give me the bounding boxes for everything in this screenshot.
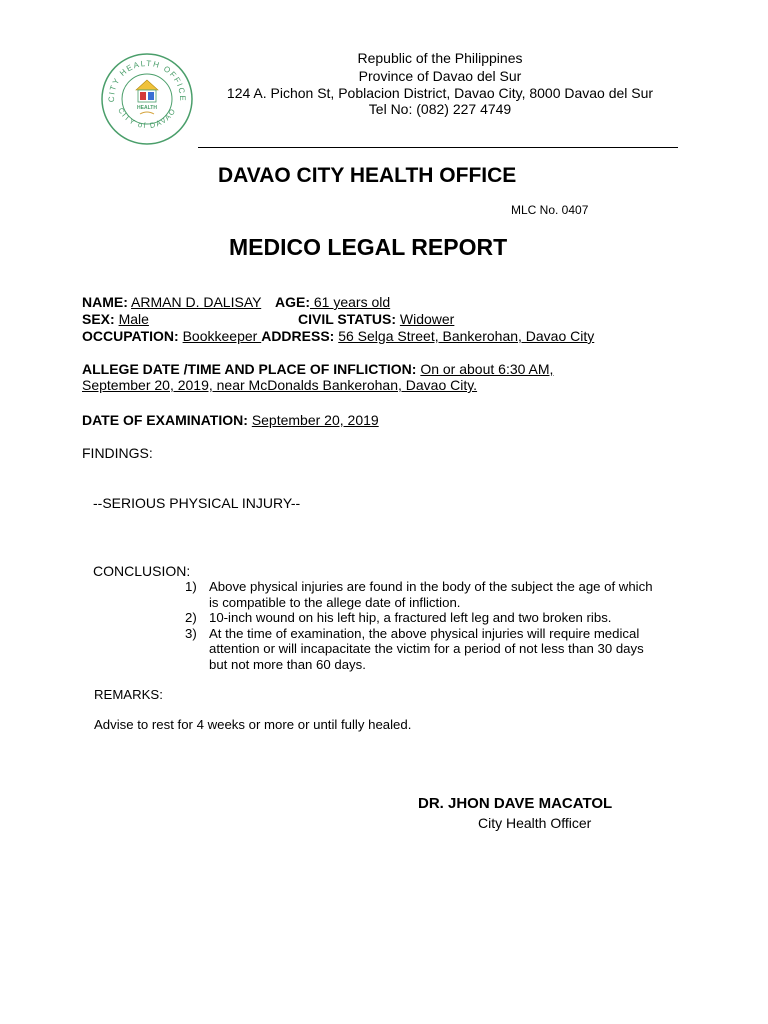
- office-name: DAVAO CITY HEALTH OFFICE: [218, 164, 517, 187]
- sex-value: Male: [118, 311, 149, 327]
- header-divider: [198, 147, 678, 148]
- conclusion-item-text: 10-inch wound on his left hip, a fractured left leg and two broken ribs.: [209, 610, 612, 625]
- name-age-line: [82, 294, 390, 311]
- city-health-office-seal: [100, 52, 194, 146]
- civil-status-label: CIVIL STATUS:: [298, 311, 396, 327]
- infliction-line-2: [82, 377, 477, 394]
- injury-classification: --SERIOUS PHYSICAL INJURY--: [93, 495, 301, 511]
- name-value: ARMAN D. DALISAY: [131, 294, 262, 310]
- seal-center-text: HEALTH: [137, 105, 157, 111]
- conclusion-item: [185, 579, 679, 610]
- sex-label: SEX:: [82, 311, 115, 327]
- mlc-number: MLC No. 0407: [511, 203, 589, 217]
- infliction-line-1: [82, 361, 553, 378]
- conclusion-item-text: Above physical injuries are found in the body of the subject the age of which: [209, 579, 653, 594]
- civil-status-value: Widower: [399, 311, 455, 327]
- conclusion-item-number: 2): [185, 610, 197, 625]
- conclusion-item: [185, 610, 679, 626]
- infliction-label: ALLEGE DATE /TIME AND PLACE OF INFLICTION:: [82, 361, 417, 377]
- address-value: 56 Selga Street, Bankerohan, Davao City: [338, 328, 595, 344]
- remarks-label: REMARKS:: [94, 687, 163, 702]
- conclusion-item-text: is compatible to the allege date of infliction.: [209, 594, 461, 610]
- signatory-title: City Health Officer: [478, 815, 592, 831]
- header-telephone: Tel No: (082) 227 4749: [368, 101, 512, 117]
- conclusion-label: CONCLUSION:: [93, 563, 191, 579]
- conclusion-item-text: but not more than 60 days.: [209, 656, 366, 672]
- examination-value: September 20, 2019: [251, 412, 379, 428]
- remarks-text: Advise to rest for 4 weeks or more or until fully healed.: [94, 717, 412, 732]
- address-label: ADDRESS:: [261, 328, 335, 344]
- conclusion-item: [185, 625, 679, 673]
- infliction-value-1: On or about 6:30 AM,: [420, 361, 554, 377]
- header-province: Province of Davao del Sur: [358, 68, 522, 84]
- civil-status-group: [298, 311, 454, 328]
- age-value: 61 years old: [309, 294, 391, 310]
- conclusion-item-text: At the time of examination, the above physical injuries will require medical: [209, 625, 640, 641]
- occupation-value: Bookkeeper: [182, 328, 262, 344]
- age-label: AGE:: [274, 294, 310, 310]
- sex-civil-line: [82, 311, 149, 328]
- seal-top-text: CITY HEALTH OFFICE: [106, 58, 188, 103]
- seal-icon: [100, 52, 194, 146]
- examination-label: DATE OF EXAMINATION:: [82, 412, 248, 428]
- signatory-name: DR. JHON DAVE MACATOL: [418, 795, 613, 812]
- infliction-value-2: September 20, 2019, near McDonalds Bankerohan, Davao City.: [82, 377, 478, 393]
- conclusion-item-text: attention or will incapacitate the victim for a period of not less than 30 days: [209, 641, 644, 656]
- findings-label: FINDINGS:: [82, 445, 153, 461]
- occupation-address-line: [82, 328, 594, 345]
- conclusion-item-number: 1): [185, 579, 197, 594]
- name-label: NAME:: [82, 294, 128, 310]
- seal-bottom-text: CITY of DAVAO: [116, 106, 178, 131]
- conclusion-list: [185, 579, 679, 672]
- conclusion-item-number: 3): [185, 625, 197, 641]
- header-address: 124 A. Pichon St, Poblacion District, Davao City, 8000 Davao del Sur: [226, 85, 654, 101]
- header-republic: Republic of the Philippines: [357, 50, 523, 66]
- examination-line: [82, 412, 379, 429]
- report-title: MEDICO LEGAL REPORT: [229, 234, 508, 260]
- occupation-label: OCCUPATION:: [82, 328, 179, 344]
